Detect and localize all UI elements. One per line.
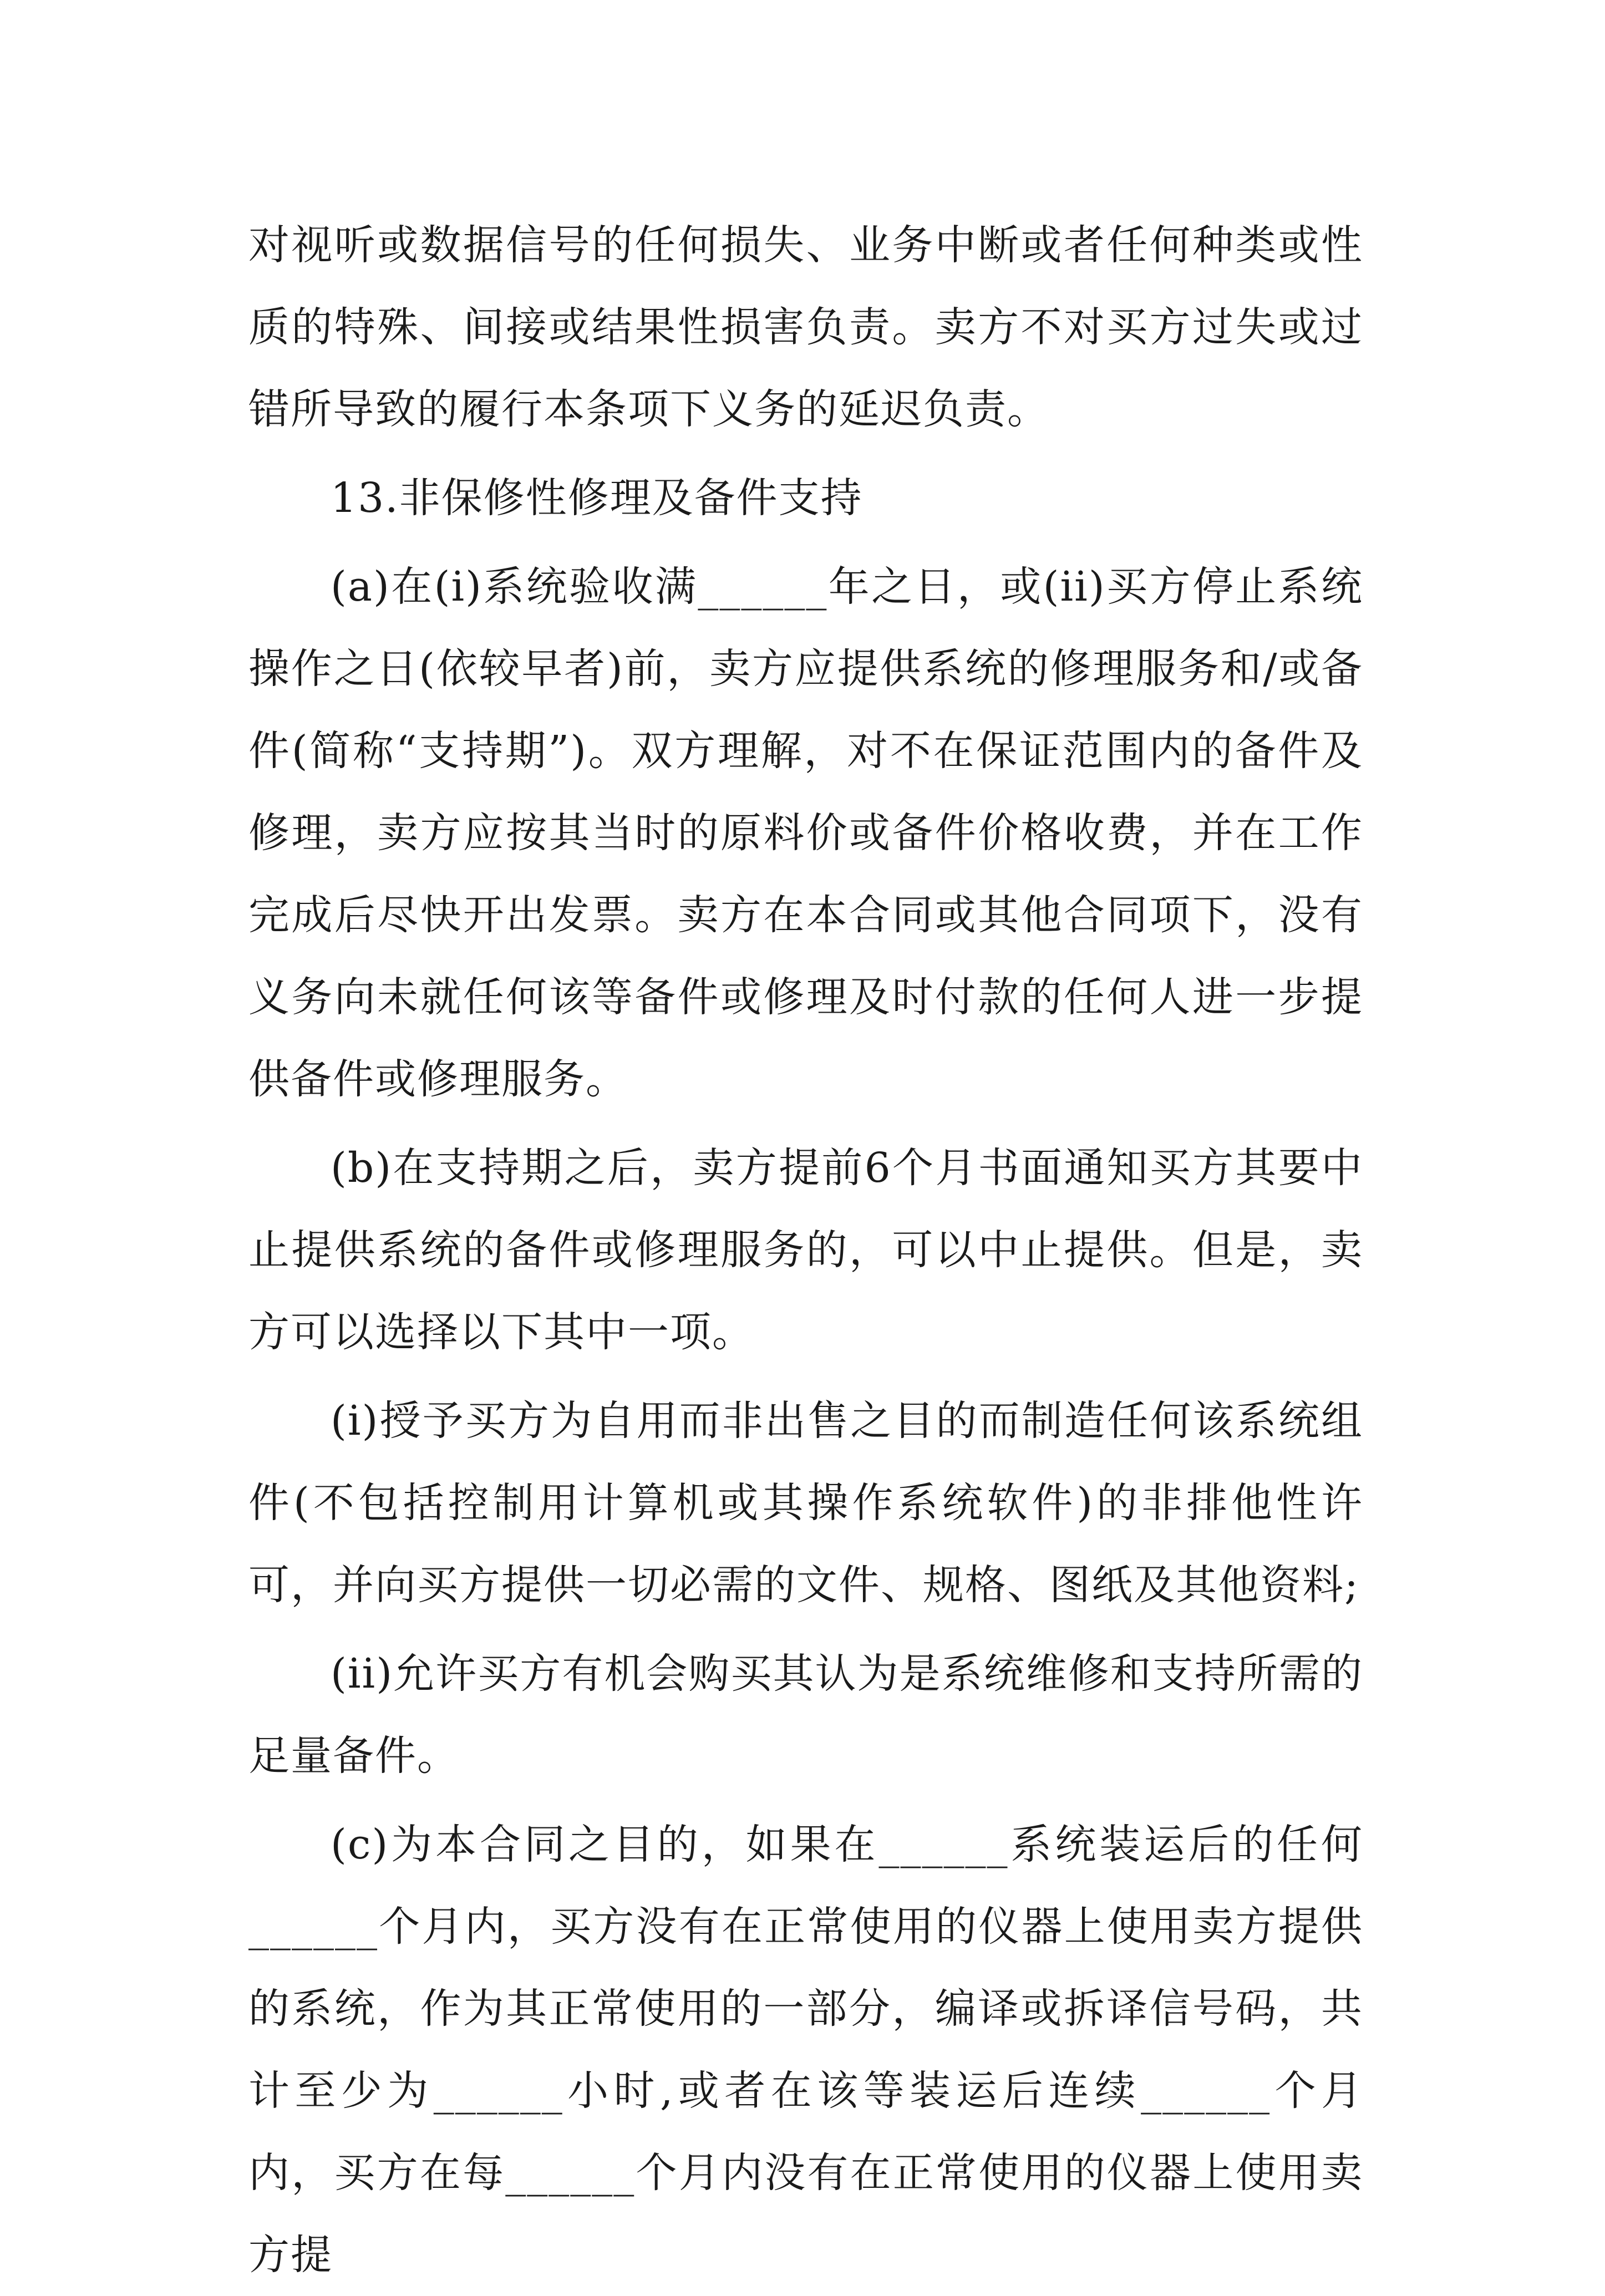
- paragraph-b-i: (i)授予买方为自用而非出售之目的而制造任何该系统组件(不包括控制用计算机或其操作系统软件)的非排他性许可，并向买方提供一切必需的文件、规格、图纸及其他资料;: [248, 1397, 1363, 1609]
- paragraph-b-ii: (ii)允许买方有机会购买其认为是系统维修和支持所需的足量备件。: [248, 1650, 1363, 1780]
- paragraph-c: (c)为本合同之目的，如果在______系统装运后的任何______个月内，买方没有在正常使用的仪器上使用卖方提供的系统，作为其正常使用的一部分，编译或拆译信号码，共计至少为______小时,或者在该等装运后连续______个月内，买方在每______个月内没有在正常使用的仪器上使用卖方提: [248, 1821, 1363, 2279]
- section-heading: 13.非保修性修理及备件支持: [331, 474, 863, 522]
- paragraph-a: (a)在(i)系统验收满______年之日，或(ii)买方停止系统操作之日(依较早者)前，卖方应提供系统的修理服务和/或备件(简称“支持期”)。双方理解，对不在保证范围内的备件及修理，卖方应按其当时的原料价或备件价格收费，并在工作完成后尽快开出发票。卖方在本合同或其他合同项下，没有义务向未就任何该等备件或修理及时付款的任何人进一步提供备件或修理服务。: [248, 563, 1363, 1103]
- paragraph-continuation: 对视听或数据信号的任何损失、业务中断或者任何种类或性质的特殊、间接或结果性损害负责。卖方不对买方过失或过错所导致的履行本条项下义务的延迟负责。: [248, 221, 1363, 433]
- document-body: [248, 204, 1363, 2296]
- paragraph-b: (b)在支持期之后，卖方提前6个月书面通知买方其要中止提供系统的备件或修理服务的，可以中止提供。但是，卖方可以选择以下其中一项。: [248, 1144, 1363, 1356]
